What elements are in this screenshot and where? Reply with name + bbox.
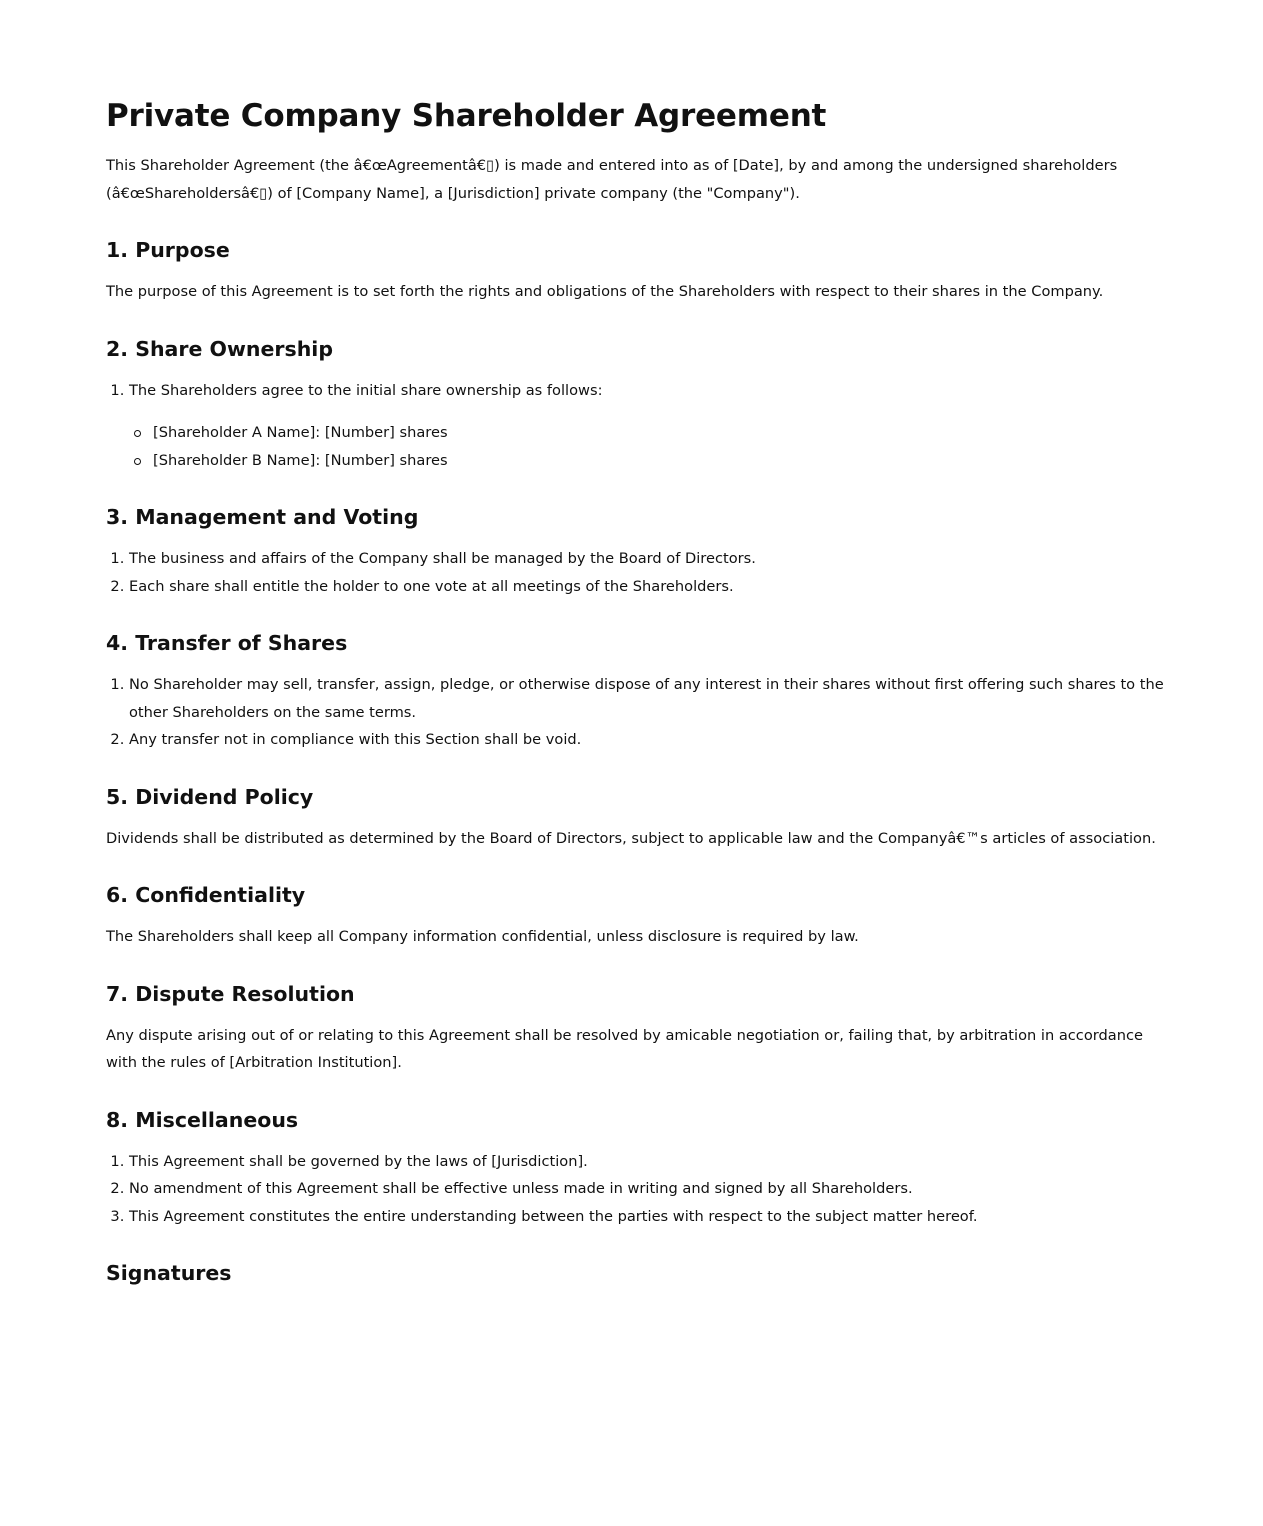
section-heading: Signatures [106,1261,232,1285]
hollow-circle-bullet-icon [134,458,141,465]
list-item-text: The Shareholders agree to the initial share ownership as follows: [129,381,603,399]
numbered-list [106,545,1166,600]
list-item: 1. The business and affairs of the Company shall be managed by the Board of Directors. [129,545,1166,573]
bullet-item-text: [Shareholder B Name]: [Number] shares [153,451,448,469]
numbered-list [106,671,1166,754]
section-dispute-resolution [106,980,1166,1077]
section-heading: 8. Miscellaneous [106,1107,299,1132]
section-heading: 4. Transfer of Shares [106,631,348,655]
section-paragraph: Any dispute arising out of or relating to this Agreement shall be resolved by amicable negotiation or, failing that, by arbitration in accordance with the rules of [Arbitration Institution]. [106,1026,1143,1071]
section-paragraph: Dividends shall be distributed as determined by the Board of Directors, subject to applicable law and the Companyâ€™s articles of association. [106,829,1156,847]
section-purpose [106,236,1166,306]
section-confidentiality [106,881,1166,951]
list-item: 2. No amendment of this Agreement shall be effective unless made in writing and signed by all Shareholders. [129,1175,1166,1203]
section-dividend-policy [106,783,1166,853]
list-item: 2. Each share shall entitle the holder to one vote at all meetings of the Shareholders. [129,573,1166,601]
section-heading: 5. Dividend Policy [106,784,314,809]
numbered-list [106,377,1166,475]
section-heading: 2. Share Ownership [106,336,334,361]
intro-paragraph: This Shareholder Agreement (the â€œAgreementâ€▯) is made and entered into as of [Date], by and among the undersigned shareholders (â€œShareholdersâ€▯) of [Company Name], a [Jurisdiction] private company (the "Company"). [106,157,1118,202]
section-transfer-of-shares [106,629,1166,754]
numbered-list [106,1148,1166,1231]
list-item [129,377,1166,475]
section-share-ownership [106,335,1166,475]
bullet-item [153,447,1166,475]
section-signatures [106,1259,1166,1287]
section-heading: 1. Purpose [106,238,230,262]
hollow-circle-bullet-icon [134,430,141,437]
section-heading: 3. Management and Voting [106,505,419,529]
bullet-list [129,419,1166,474]
section-heading: 7. Dispute Resolution [106,981,355,1006]
list-item: 3. This Agreement constitutes the entire understanding between the parties with respect to the subject matter hereof. [129,1203,1166,1231]
list-item: 2. Any transfer not in compliance with this Section shall be void. [129,726,1166,754]
section-heading: 6. Confidentiality [106,883,306,907]
list-item: 1. This Agreement shall be governed by the laws of [Jurisdiction]. [129,1148,1166,1176]
section-paragraph: The Shareholders shall keep all Company information confidential, unless disclosure is required by law. [106,928,859,945]
document-title: Private Company Shareholder Agreement [106,98,827,134]
bullet-item [153,419,1166,447]
list-item: 1. No Shareholder may sell, transfer, assign, pledge, or otherwise dispose of any interest in their shares without first offering such shares to the other Shareholders on the same terms. [129,671,1166,726]
bullet-item-text: [Shareholder A Name]: [Number] shares [153,424,448,441]
document-body [106,94,1166,1301]
section-management-voting [106,503,1166,600]
section-miscellaneous [106,1106,1166,1231]
section-paragraph: The purpose of this Agreement is to set forth the rights and obligations of the Shareholders with respect to their shares in the Company. [106,283,1104,300]
